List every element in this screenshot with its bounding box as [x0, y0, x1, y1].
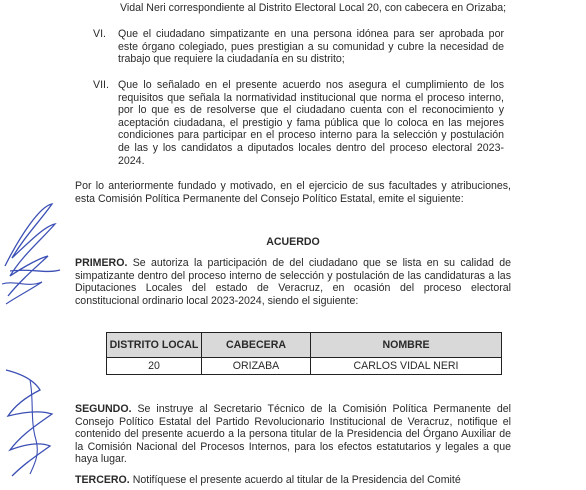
intro-tail: Vidal Neri correspondiente al Distrito Electoral Local 20, con cabecera en Orizaba;: [120, 2, 507, 14]
column-header-distrito: DISTRITO LOCAL: [107, 333, 202, 358]
article-tercero: [75, 474, 511, 487]
agreement-heading: ACUERDO: [266, 236, 320, 248]
article-label: TERCERO.: [75, 474, 130, 486]
column-header-cabecera: CABECERA: [202, 333, 311, 358]
item-number: VI.: [93, 28, 106, 40]
article-primero: [75, 257, 511, 307]
article-text: Notifíquese el presente acuerdo al titular de la Presidencia del Comité: [132, 474, 461, 486]
item-text: Que lo señalado en el presente acuerdo nos asegura el cumplimiento de los requisitos que señala la normatividad institucional que norma el proceso interno, por lo que es de resolverse que el ciudadano cuenta con el reconocimiento y aceptación ciudadana, el prestigio y fama pública que lo coloca en las mejores condiciones para participar en el proceso interno para la selección y postulación de las y los candidatos a diputados locales dentro del proceso electoral 2023-2024.: [118, 79, 504, 167]
article-label: SEGUNDO.: [75, 403, 132, 415]
cell-cabecera: ORIZABA: [202, 358, 311, 375]
article-text: Se autoriza la participación de del ciudadano que se lista en su calidad de simpatizante dentro del proceso interno de selección y postulación de las candidaturas a las Diputaciones Locales del estado de Veracruz, en ocasión del proceso electoral constitucional ordinario local 2023-2024, siendo el siguiente:: [75, 257, 511, 307]
item-number: VII.: [93, 79, 109, 91]
column-header-nombre: NOMBRE: [311, 333, 502, 358]
cell-nombre: CARLOS VIDAL NERI: [311, 358, 502, 375]
cell-distrito: 20: [107, 358, 202, 375]
signature-scribble-top: [0, 196, 70, 306]
district-table: [106, 332, 502, 375]
table-row: [107, 358, 502, 375]
article-segundo: [75, 403, 511, 466]
closing-paragraph: Por lo anteriormente fundado y motivado, en el ejercicio de sus facultades y atribuciones, esta Comisión Política Permanente del Consejo Político Estatal, emite el siguiente:: [75, 180, 511, 205]
article-text: Se instruye al Secretario Técnico de la Comisión Política Permanente del Consejo Político Estatal del Partido Revolucionario Institucional de Veracruz, notifique el contenido del presente acuerdo a la persona titular de la Presidencia del Órgano Auxiliar de la Comisión Nacional del Procesos Internos, para los efectos estatutarios y legales a que haya lugar.: [75, 403, 511, 466]
signature-scribble-bottom: [0, 360, 70, 480]
item-text: Que el ciudadano simpatizante en una persona idónea para ser aprobada por este órgano colegiado, pues prestigian a su comunidad y cubre la necesidad de trabajo que requiere la ciudadanía en su distrito;: [118, 28, 504, 66]
article-label: PRIMERO.: [75, 257, 128, 269]
